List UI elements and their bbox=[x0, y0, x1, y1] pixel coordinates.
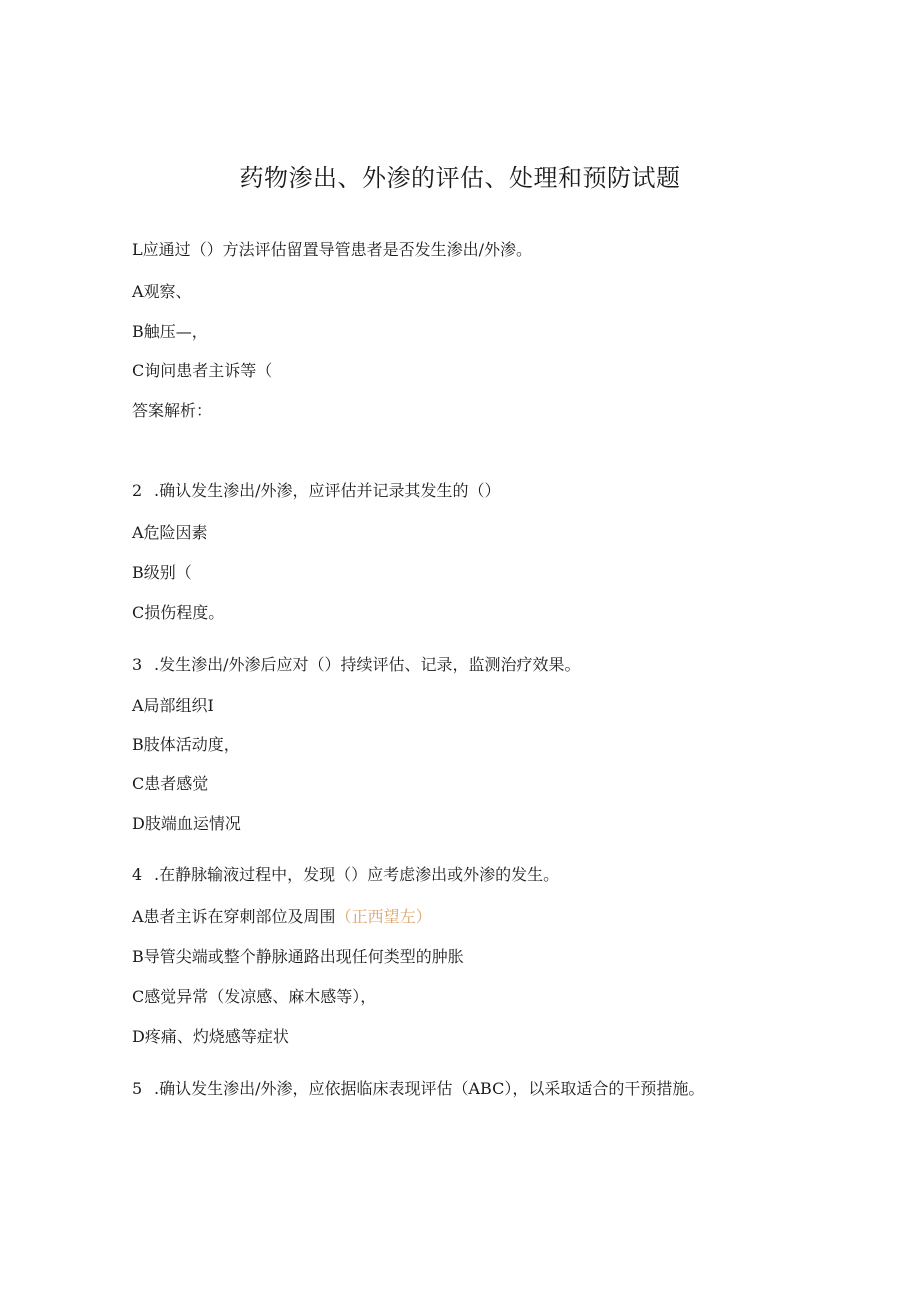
q3-stem-text: .发生渗出/外渗后应对（）持续评估、记录，监测治疗效果。 bbox=[154, 655, 581, 674]
q4-option-b: B导管尖端或整个静脉通路出现任何类型的肿胀 bbox=[132, 947, 464, 966]
q4-option-a bbox=[132, 905, 432, 929]
q2-option-a: A危险因素 bbox=[132, 523, 208, 542]
q3-option-b: B肢体活动度， bbox=[132, 735, 240, 754]
q1-option-c: C询问患者主诉等（ bbox=[132, 361, 273, 380]
q1-stem: L应通过（）方法评估留置导管患者是否发生渗出/外渗。 bbox=[132, 240, 533, 259]
q2-stem bbox=[132, 479, 500, 503]
q3-option-c: C患者感觉 bbox=[132, 774, 209, 793]
q4-number: 4 bbox=[132, 865, 143, 884]
q1-option-b: B触压—， bbox=[132, 322, 208, 341]
q1-answer-label: 答案解析： bbox=[132, 401, 213, 420]
document-title: 药物渗出、外渗的评估、处理和预防试题 bbox=[239, 164, 681, 192]
q4-option-d: D疼痛、灼烧感等症状 bbox=[132, 1027, 289, 1046]
q4-option-a-note: （正西望左） bbox=[335, 907, 432, 926]
q5-stem-text: .确认发生渗出/外渗，应依据临床表现评估（ABC），以采取适合的干预措施。 bbox=[154, 1079, 705, 1098]
q5-stem bbox=[132, 1077, 704, 1101]
q2-option-c: C损伤程度。 bbox=[132, 603, 225, 622]
q5-number: 5 bbox=[132, 1079, 143, 1098]
q4-option-c: C感觉异常（发凉感、麻木感等）， bbox=[132, 987, 377, 1006]
q2-option-b: B级别（ bbox=[132, 563, 192, 582]
q1-option-a: A观察、 bbox=[132, 282, 192, 301]
q2-stem-text: .确认发生渗出/外渗，应评估并记录其发生的（） bbox=[154, 481, 501, 500]
q2-number: 2 bbox=[132, 481, 143, 500]
q3-number: 3 bbox=[132, 655, 143, 674]
q3-stem bbox=[132, 653, 580, 677]
q4-option-a-text: A患者主诉在穿刺部位及周围 bbox=[132, 907, 336, 926]
q4-stem bbox=[132, 863, 559, 887]
q3-option-a: A局部组织I bbox=[132, 696, 214, 715]
q3-option-d: D肢端血运情况 bbox=[132, 814, 241, 833]
q4-stem-text: .在静脉输液过程中，发现（）应考虑渗出或外渗的发生。 bbox=[154, 865, 560, 884]
